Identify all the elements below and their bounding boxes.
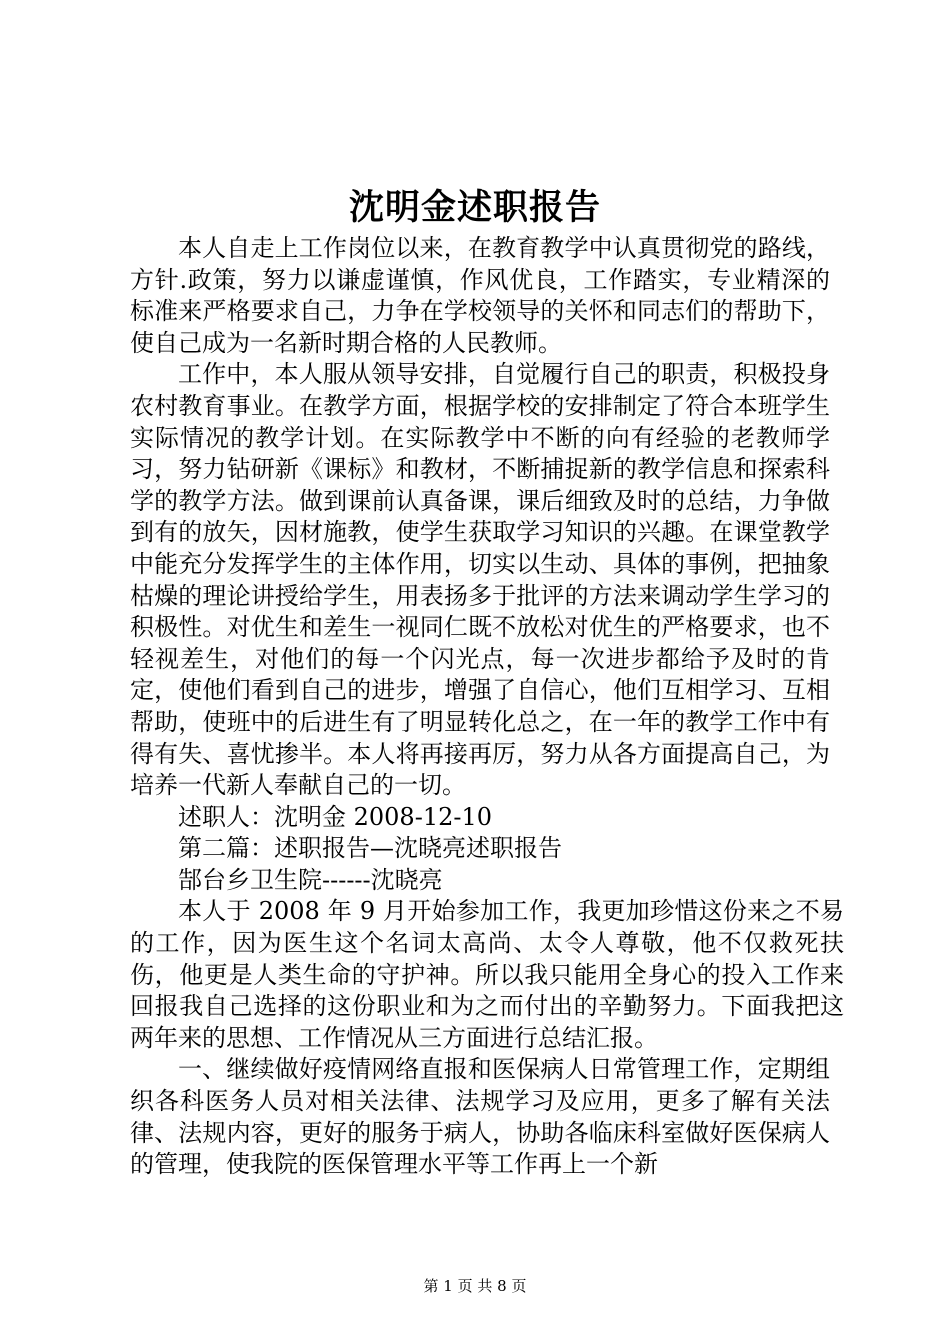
paragraph-second-intro: 本人于 2008 年 9 月开始参加工作，我更加珍惜这份来之不易的工作，因为医生这个名词太高尚、太令人尊敬，他不仅救死扶伤，他更是人类生命的守护神。所以我只能用全身心的投入工作来回报我自己选择的这份职业和为之而付出的辛勤努力。下面我把这两年来的思想、工作情况从三方面进行总结汇报。	[130, 897, 844, 1052]
page-footer: 第 1 页 共 8 页	[423, 1277, 527, 1295]
signature-line: 述职人：沈明金 2008-12-10	[178, 802, 493, 831]
paragraph-intro: 本人自走上工作岗位以来，在教育教学中认真贯彻党的路线，方针.政策，努力以谦虚谨慎，作风优良，工作踏实，专业精深的标准来严格要求自己，力争在学校领导的关怀和同志们的帮助下，使自己成为一名新时期合格的人民教师。	[130, 234, 830, 357]
paragraph-section-one: 一、继续做好疫情网络直报和医保病人日常管理工作，定期组织各科医务人员对相关法律、法规学习及应用，更多了解有关法律、法规内容，更好的服务于病人，协助各临床科室做好医保病人的管理，使我院的医保管理水平等工作再上一个新	[130, 1055, 830, 1179]
document-title: 沈明金述职报告	[348, 187, 601, 228]
paragraph-work: 工作中，本人服从领导安排，自觉履行自己的职责，积极投身农村教育事业。在教学方面，根据学校的安排制定了符合本班学生实际情况的教学计划。在实际教学中不断的向有经验的老教师学习，努力钻研新《课标》和教材，不断捕捉新的教学信息和探索科学的教学方法。做到课前认真备课，课后细致及时的总结，力争做到有的放矢，因材施教，使学生获取学习知识的兴趣。在课堂教学中能充分发挥学生的主体作用，切实以生动、具体的事例，把抽象枯燥的理论讲授给学生，用表扬多于批评的方法来调动学生学习的积极性。对优生和差生一视同仁既不放松对优生的严格要求，也不轻视差生，对他们的每一个闪光点，每一次进步都给予及时的肯定，使他们看到自己的进步，增强了自信心，他们互相学习、互相帮助，使班中的后进生有了明显转化总之，在一年的教学工作中有得有失、喜忧掺半。本人将再接再厉，努力从各方面提高自己，为培养一代新人奉献自己的一切。	[130, 360, 830, 800]
second-article-heading: 第二篇：述职报告—沈晓亮述职报告	[178, 834, 562, 863]
document-body	[130, 233, 844, 1181]
second-article-author: 郜台乡卫生院------沈晓亮	[178, 865, 443, 894]
